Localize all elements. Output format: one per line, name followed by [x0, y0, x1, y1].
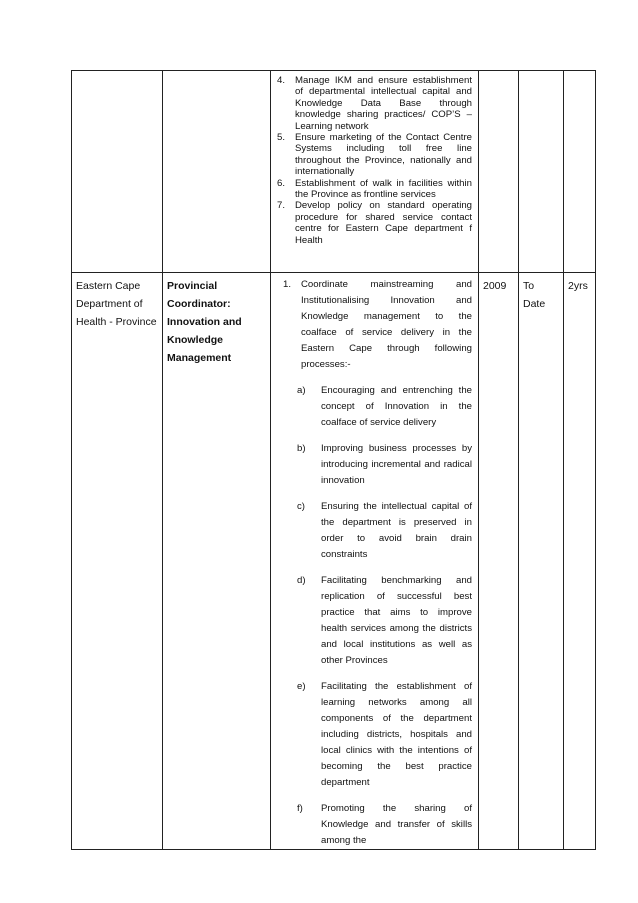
sub-item-text: Facilitating the establishment of learning networks among all components of the department including districts, hospitals and local clinics with the intentions of becoming the best practice department	[321, 681, 472, 788]
continued-duties-list	[271, 71, 478, 246]
item-text: Develop policy on standard operating procedure for shared service contact centre for Eastern Cape department f Health	[295, 200, 472, 246]
item-text: Ensure marketing of the Contact Centre Systems including toll free line throughout the Province, nationally and internationally	[295, 132, 472, 178]
item-number: 6.	[277, 177, 286, 189]
duty-text: Coordinate mainstreaming and Institutionalising Innovation and Knowledge management to the coalface of service delivery in the Eastern Cape through following processes:-	[301, 279, 472, 370]
sub-item	[277, 679, 472, 791]
item-number: 7.	[277, 200, 286, 212]
table-row	[72, 273, 596, 850]
sub-item	[277, 383, 472, 431]
sub-item	[277, 441, 472, 489]
employer-name: Eastern Cape Department of Health - Province	[76, 280, 157, 328]
position-title: Provincial Coordinator: Innovation and Knowledge Management	[167, 280, 242, 364]
position-cell	[163, 273, 271, 850]
sub-item-label: c)	[297, 501, 305, 512]
sub-item-text: Promoting the sharing of Knowledge and transfer of skills among the	[321, 803, 472, 846]
item-text: Establishment of walk in facilities within the Province as frontline services	[295, 177, 472, 201]
list-item	[277, 178, 472, 201]
list-item	[277, 132, 472, 178]
to-cell-empty	[519, 71, 564, 273]
list-item	[277, 75, 472, 132]
item-text: Manage IKM and ensure establishment of departmental intellectual capital and Knowledge Data Base through knowledge sharing practices/ COP’S – Learning network	[295, 75, 472, 132]
sub-item-label: b)	[297, 443, 306, 454]
employment-history-table	[71, 70, 596, 850]
sub-item-label: f)	[297, 803, 303, 814]
duty-item	[277, 277, 472, 373]
duties-cell-continued	[271, 71, 479, 273]
sub-item-text: Facilitating benchmarking and replication of successful best practice that aims to improve health services among the districts and local institutions as well as other Provinces	[321, 575, 472, 666]
sub-item	[277, 499, 472, 563]
position-cell-empty	[163, 71, 271, 273]
duration-cell	[564, 273, 596, 850]
item-number: 4.	[277, 75, 286, 86]
sub-item	[277, 573, 472, 669]
end-date: To Date	[523, 280, 546, 310]
sub-item-text: Improving business processes by introducing incremental and radical innovation	[321, 443, 472, 486]
list-item	[277, 200, 472, 246]
item-number: 5.	[277, 132, 286, 144]
sub-item	[277, 801, 472, 849]
duties-block	[271, 273, 478, 849]
from-cell-empty	[479, 71, 519, 273]
start-year: 2009	[483, 280, 507, 292]
sub-item-label: d)	[297, 575, 306, 586]
sub-item-label: e)	[297, 681, 306, 692]
duties-cell	[271, 273, 479, 850]
duration-cell-empty	[564, 71, 596, 273]
duration: 2yrs	[568, 280, 588, 292]
sub-item-label: a)	[297, 385, 306, 396]
sub-item-text: Ensuring the intellectual capital of the department is preserved in order to avoid brain drain constraints	[321, 501, 472, 560]
employer-cell	[72, 273, 163, 850]
to-cell	[519, 273, 564, 850]
employer-cell-empty	[72, 71, 163, 273]
duty-number: 1.	[283, 279, 292, 290]
sub-item-text: Encouraging and entrenching the concept of Innovation in the coalface of service delivery	[321, 385, 472, 428]
from-cell	[479, 273, 519, 850]
table-row	[72, 71, 596, 273]
